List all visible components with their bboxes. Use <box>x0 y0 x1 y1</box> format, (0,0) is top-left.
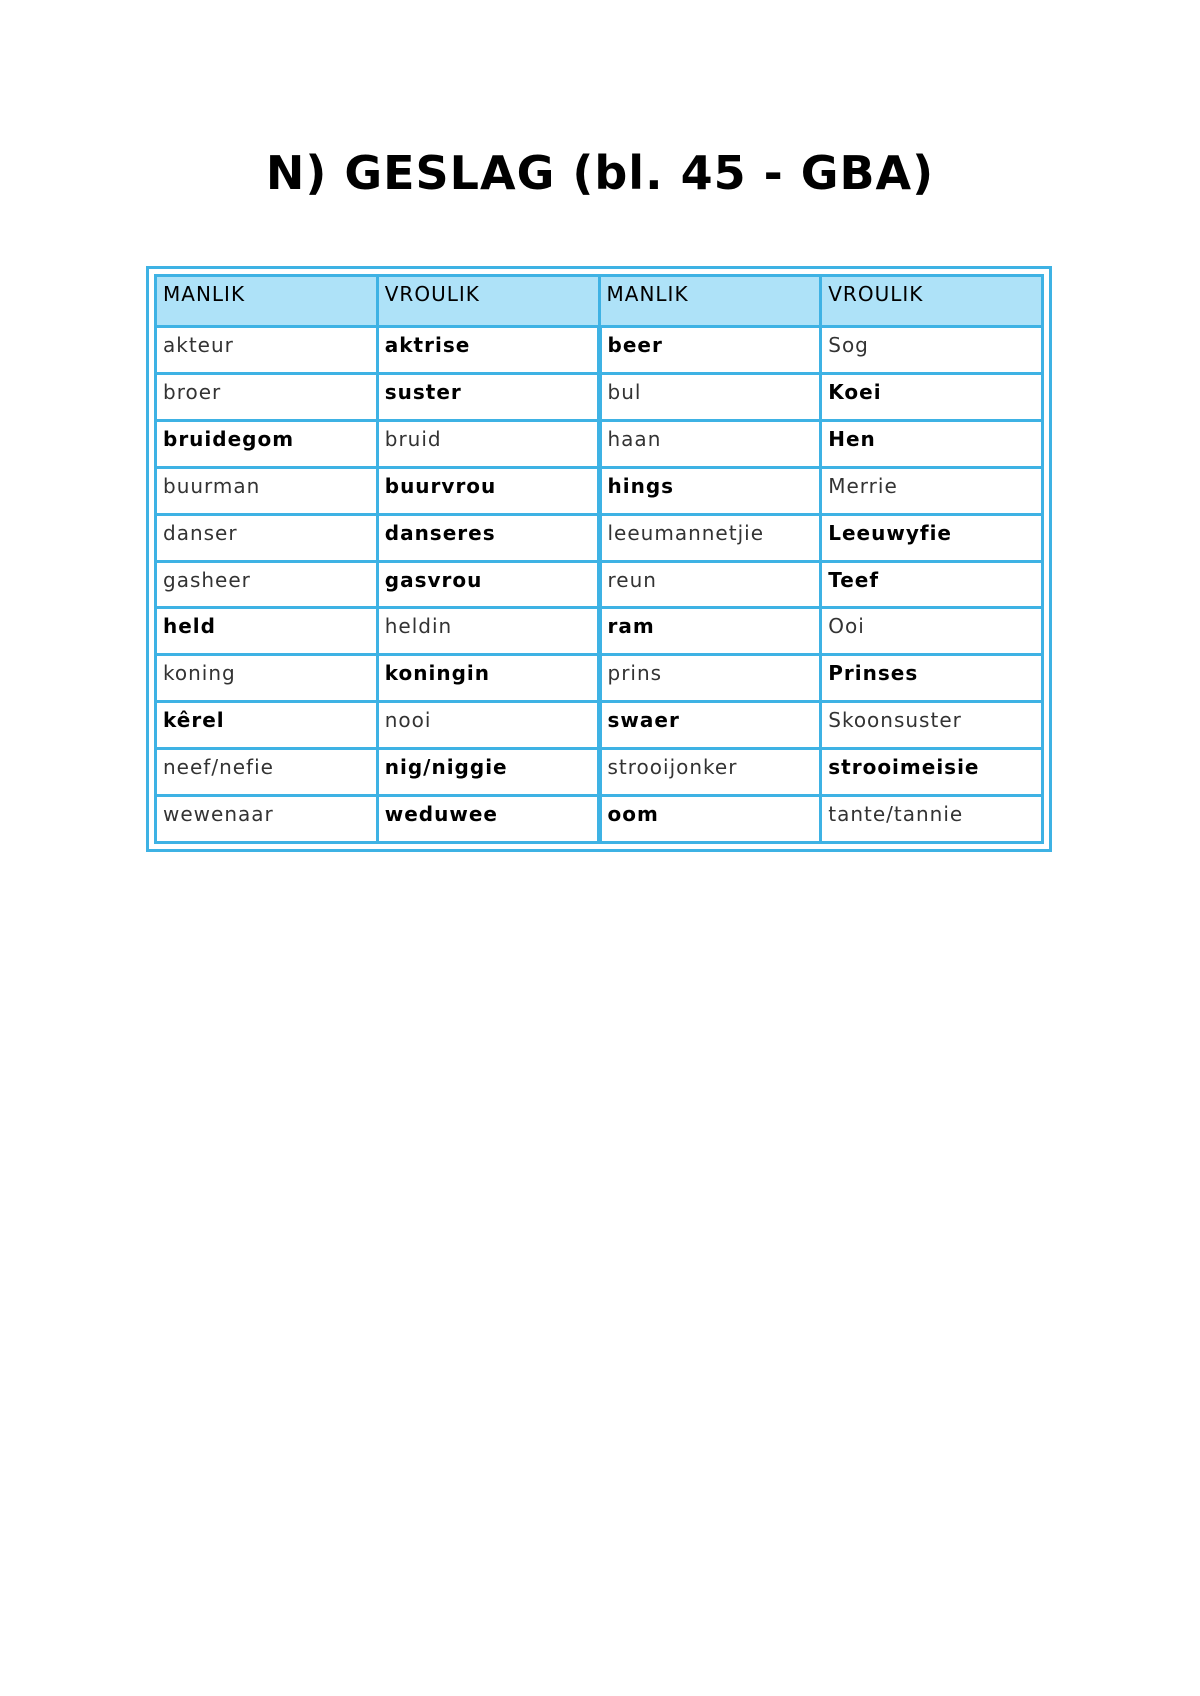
cell-manlik-2: strooijonker <box>599 749 821 796</box>
cell-manlik-1: kêrel <box>156 702 378 749</box>
cell-vroulik-1: weduwee <box>377 796 599 843</box>
header-vroulik-2: VROULIK <box>821 276 1043 327</box>
gender-table-frame <box>146 266 1052 852</box>
table-row <box>156 514 1043 561</box>
cell-manlik-2: hings <box>599 467 821 514</box>
gender-word-table <box>154 274 1044 844</box>
cell-vroulik-1: suster <box>377 373 599 420</box>
cell-vroulik-2: Hen <box>821 420 1043 467</box>
cell-manlik-2: leeumannetjie <box>599 514 821 561</box>
cell-manlik-1: danser <box>156 514 378 561</box>
cell-vroulik-2: Leeuwyfie <box>821 514 1043 561</box>
cell-vroulik-2: Prinses <box>821 655 1043 702</box>
table-row <box>156 655 1043 702</box>
cell-manlik-1: neef/nefie <box>156 749 378 796</box>
cell-vroulik-1: danseres <box>377 514 599 561</box>
cell-vroulik-1: heldin <box>377 608 599 655</box>
cell-manlik-2: reun <box>599 561 821 608</box>
cell-manlik-2: swaer <box>599 702 821 749</box>
cell-manlik-1: broer <box>156 373 378 420</box>
cell-manlik-1: gasheer <box>156 561 378 608</box>
cell-manlik-1: koning <box>156 655 378 702</box>
table-body <box>156 327 1043 843</box>
cell-vroulik-1: nooi <box>377 702 599 749</box>
table-row <box>156 373 1043 420</box>
cell-manlik-2: bul <box>599 373 821 420</box>
table-row <box>156 749 1043 796</box>
cell-manlik-1: bruidegom <box>156 420 378 467</box>
header-manlik-1: MANLIK <box>156 276 378 327</box>
cell-vroulik-1: nig/niggie <box>377 749 599 796</box>
cell-vroulik-2: Merrie <box>821 467 1043 514</box>
table-row <box>156 467 1043 514</box>
table-row <box>156 561 1043 608</box>
cell-vroulik-1: buurvrou <box>377 467 599 514</box>
cell-manlik-2: beer <box>599 327 821 374</box>
cell-vroulik-1: gasvrou <box>377 561 599 608</box>
cell-vroulik-2: Skoonsuster <box>821 702 1043 749</box>
table-row <box>156 608 1043 655</box>
cell-vroulik-1: bruid <box>377 420 599 467</box>
table-header-row <box>156 276 1043 327</box>
table-row <box>156 420 1043 467</box>
cell-vroulik-2: Koei <box>821 373 1043 420</box>
cell-vroulik-1: aktrise <box>377 327 599 374</box>
cell-vroulik-2: Ooi <box>821 608 1043 655</box>
cell-vroulik-2: Teef <box>821 561 1043 608</box>
cell-manlik-1: buurman <box>156 467 378 514</box>
header-vroulik-1: VROULIK <box>377 276 599 327</box>
cell-manlik-2: ram <box>599 608 821 655</box>
cell-manlik-2: haan <box>599 420 821 467</box>
cell-manlik-1: wewenaar <box>156 796 378 843</box>
cell-vroulik-2: strooimeisie <box>821 749 1043 796</box>
table-row <box>156 327 1043 374</box>
cell-vroulik-2: tante/tannie <box>821 796 1043 843</box>
page-title: N) GESLAG (bl. 45 - GBA) <box>265 146 935 200</box>
table-row <box>156 796 1043 843</box>
cell-manlik-2: oom <box>599 796 821 843</box>
cell-manlik-1: akteur <box>156 327 378 374</box>
header-manlik-2: MANLIK <box>599 276 821 327</box>
cell-manlik-1: held <box>156 608 378 655</box>
cell-vroulik-1: koningin <box>377 655 599 702</box>
cell-vroulik-2: Sog <box>821 327 1043 374</box>
table-row <box>156 702 1043 749</box>
cell-manlik-2: prins <box>599 655 821 702</box>
